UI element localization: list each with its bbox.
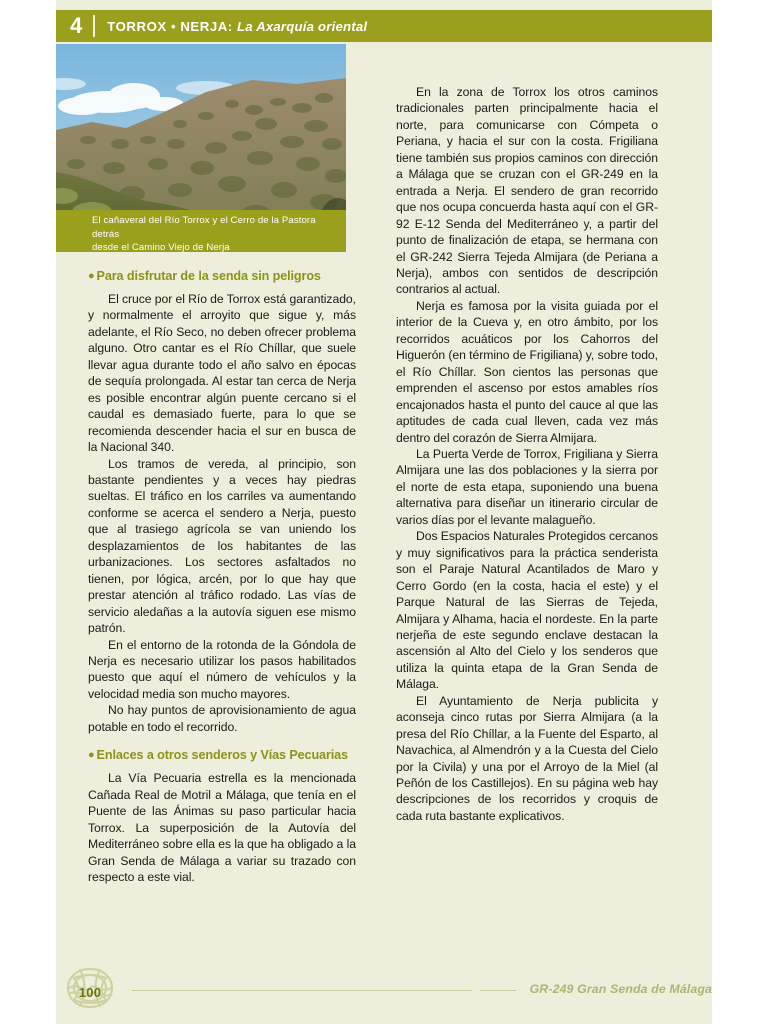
paragraph: El Ayuntamiento de Nerja publicita y aconseja cinco rutas por Sierra Almijara (a la presa del Río Chíllar, a la Fuente del Esparto, al Navachica, al Almendrón y a la Cuesta del Cielo por la Civila) y una por el Arroyo de la Miel (al Peñón de los Castillejos). En su página web hay descripciones de los recorridos y croquis de cada ruta bastante explicativos.	[396, 693, 658, 823]
section-heading-safety-label: Para disfrutar de la senda sin peligros	[96, 269, 321, 283]
bullet-icon: ●	[88, 270, 95, 282]
paragraph: No hay puntos de aprovisionamiento de agua potable en todo el recorrido.	[88, 703, 356, 734]
paragraph: Nerja es famosa por la visita guiada por el interior de la Cueva y, en otro ámbito, por los recorridos acuáticos por los Cahorros del Higuerón (en término de Frigiliana) y, sobre todo, el Río Chíllar. Son cientos las personas que emprenden el ascenso por estos amables ríos encajonados hasta el punto del cauce al que las aptitudes de cada cual lleven, cada vez más dentro del corazón de Sierra Almijara.	[396, 298, 658, 445]
page-number: 100	[78, 984, 102, 1000]
footer-rule-left	[132, 990, 472, 991]
header-divider	[93, 15, 95, 37]
paragraph: En la zona de Torrox los otros caminos tradicionales parten principalmente hacia el norte, para comunicarse con Cómpeta o Periana, y hacia el sur con la costa. Frigiliana tiene también sus propios caminos con dirección a Málaga que se cruzan con el GR-249 en la entrada a Nerja. El sendero de gran recorrido que nos ocupa concuerda hasta aquí con el GR-92 E-12 Senda del Mediterráneo y, a partir del punto de finalización de etapa, se hermana con el GR-242 Sierra Tejeda Almijara (de Periana a Nerja), ambos con sentidos de descripción contrarios al actual.	[396, 85, 658, 297]
section-heading-links	[88, 747, 356, 763]
left-margin	[0, 0, 56, 1024]
page-footer	[56, 962, 712, 1024]
section-heading-links-label: Enlaces a otros senderos y Vías Pecuarias	[96, 748, 348, 763]
paragraph: El cruce por el Río de Torrox está garantizado, y normalmente el arroyito que sigue y, más adelante, el Río Seco, no deben ofrecer problema alguno. Otro cantar es el Río Chíllar, que suele llevar agua durante todo el año salvo en épocas de sequía prolongada. Al estar tan cerca de Nerja es posible encontrar algún puente cercano si el caudal es demasiado fuerte, para lo que se recomienda descender hacia el sur en busca de la Nacional 340.	[88, 292, 356, 455]
chapter-header-band	[56, 10, 712, 42]
right-text-column	[396, 84, 658, 824]
photo-caption	[56, 210, 346, 252]
footer-rule-right	[480, 990, 516, 991]
page-title	[95, 19, 367, 34]
paragraph: Dos Espacios Naturales Protegidos cercanos y muy significativos para la práctica senderista son el Paraje Natural Acantilados de Maro y Cerro Gordo (en la costa, hacia el este) y el Parque Natural de las Sierras de Tejeda, Almijara y Alhama, hacia el nordeste. En la parte nerjeña de este segundo enclave destacan la ascensión al Alto del Cielo y los senderos que utiliza la quinta etapa de la Gran Senda de Málaga.	[396, 529, 658, 692]
paragraph: La Vía Pecuaria estrella es la mencionada Cañada Real de Motril a Málaga, que tenía en el Puente de las Ánimas su paso particular hacia Torrox. La superposición de la Autovía del Mediterráneo sobre ella es la que ha obligado a la Gran Senda de Málaga a variar su trazado con respecto a este vial.	[88, 771, 356, 884]
header-title-main: TORROX • NERJA:	[107, 18, 233, 34]
photo-caption-line-2: desde el Camino Viejo de Nerja	[92, 242, 230, 253]
paragraph: Los tramos de vereda, al principio, son bastante pendientes y a veces hay piedras sueltas. El tráfico en los carriles va aumentando conforme se acerca el sendero a Nerja, puesto que al trasiego agrícola se van uniendo los desplazamientos de los habitantes de las urbanizaciones. Los sectores asfaltados no tienen, por lógica, arcén, por lo que hay que prestar atención al tráfico rodado. Las vías de servicio aledañas a la autovía siguen ese mismo patrón.	[88, 456, 356, 636]
paragraph: En el entorno de la rotonda de la Góndola de Nerja es necesario utilizar los pasos habilitados puesto que aquí el número de vehículos y la velocidad media son mucho mayores.	[88, 637, 356, 701]
left-text-column	[88, 268, 356, 885]
chapter-number: 4	[70, 13, 83, 38]
paragraph: La Puerta Verde de Torrox, Frigiliana y Sierra Almijara une las dos poblaciones y la sierra por el norte de esta etapa, suponiendo una buena alternativa para diseñar un itinerario circular de varios días por el levante malagueño.	[396, 446, 658, 527]
footer-title: GR-249 Gran Senda de Málaga	[529, 982, 712, 996]
section-heading-safety	[88, 268, 356, 284]
header-title-subtitle: La Axarquía oriental	[236, 18, 368, 34]
right-margin	[712, 0, 768, 1024]
photo-caption-line-1: El cañaveral del Río Torrox y el Cerro de la Pastora detrás	[92, 215, 316, 240]
bullet-icon: ●	[88, 749, 95, 762]
